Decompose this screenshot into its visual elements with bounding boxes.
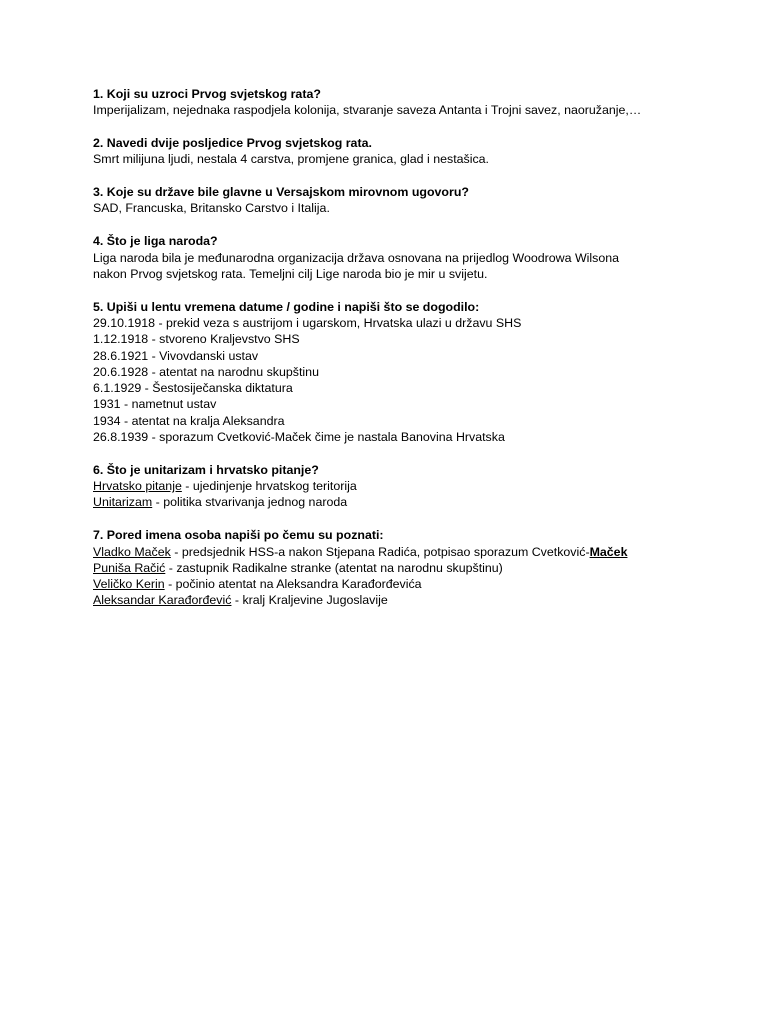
timeline-event: 20.6.1928 - atentat na narodnu skupštinu [93,364,319,379]
timeline-event: 26.8.1939 - sporazum Cvetković-Maček čime je nastala Banovina Hrvatska [93,430,505,445]
question-block-6 [93,462,733,511]
answer-4-line: nakon Prvog svjetskog rata. Temeljni cilj Lige naroda bio je mir u svijetu. [93,266,488,281]
person-name: Vladko Maček [93,544,171,559]
definition-item [93,478,733,494]
answer-1: Imperijalizam, nejednaka raspodjela kolonija, stvaranje saveza Antanta i Trojni savez, naoružanje,… [93,103,642,118]
question-1: 1. Koji su uzroci Prvog svjetskog rata? [93,87,321,101]
definition-text: - politika stvarivanja jednog naroda [152,495,348,510]
question-7: 7. Pored imena osoba napiši po čemu su poznati: [93,528,384,543]
person-description: - počinio atentat na Aleksandra Karađorđevića [164,577,422,592]
timeline-event: 6.1.1929 - Šestosiječanska diktatura [93,381,293,396]
question-3: 3. Koje su države bile glavne u Versajskom mirovnom ugovoru? [93,185,469,200]
timeline-event: 1.12.1918 - stvoreno Kraljevstvo SHS [93,332,300,347]
person-item [93,544,733,560]
question-4: 4. Što je liga naroda? [93,234,218,249]
question-2: 2. Navedi dvije posljedice Prvog svjetskog rata. [93,136,372,151]
term-label: Hrvatsko pitanje [93,479,182,494]
answer-2: Smrt milijuna ljudi, nestala 4 carstva, promjene granica, glad i nestašica. [93,152,489,167]
person-description: - zastupnik Radikalne stranke (atentat na narodnu skupštinu) [165,560,503,575]
person-description: - predsjednik HSS-a nakon Stjepana Radića, potpisao sporazum Cvetković- [170,544,590,559]
emphasized-name: Maček [589,544,628,559]
person-name: Veličko Kerin [93,577,165,592]
person-item [93,576,733,592]
timeline-event: 1931 - nametnut ustav [93,397,217,412]
question-6: 6. Što je unitarizam i hrvatsko pitanje? [93,462,319,477]
question-block-3 [93,184,733,217]
person-name: Puniša Račić [93,560,166,575]
person-name: Aleksandar Karađorđević [93,593,232,608]
term-label: Unitarizam [93,495,153,510]
question-block-2 [93,135,733,168]
answer-4-line: Liga naroda bila je međunarodna organizacija država osnovana na prijedlog Woodrowa Wilsona [93,250,620,265]
question-block-1 [93,86,733,119]
question-block-4 [93,233,733,282]
person-description: - kralj Kraljevine Jugoslavije [231,593,388,608]
timeline-event: 28.6.1921 - Vivovdanski ustav [93,348,259,363]
question-5: 5. Upiši u lentu vremena datume / godine i napiši što se dogodilo: [93,299,480,314]
person-item [93,560,733,576]
question-block-7 [93,527,733,608]
person-item [93,592,733,608]
definition-text: - ujedinjenje hrvatskog teritorija [181,479,357,494]
answer-3: SAD, Francuska, Britansko Carstvo i Italija. [93,201,330,216]
definition-item [93,494,733,510]
question-block-5 [93,299,733,446]
timeline-event: 29.10.1918 - prekid veza s austrijom i ugarskom, Hrvatska ulazi u državu SHS [93,315,522,330]
timeline-event: 1934 - atentat na kralja Aleksandra [93,413,285,428]
document-page [93,86,733,625]
